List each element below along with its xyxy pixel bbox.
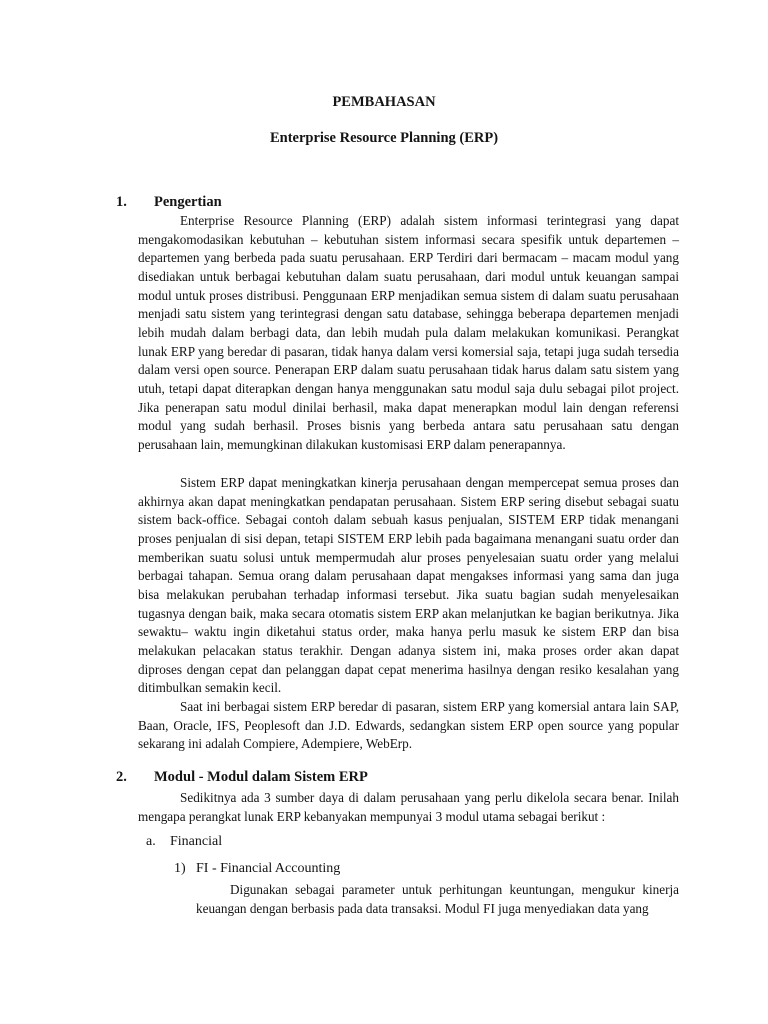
subsection-a — [146, 834, 222, 850]
section-2-number: 2. — [116, 769, 127, 785]
document-title: PEMBAHASAN — [332, 94, 436, 110]
section-2-title: Modul - Modul dalam Sistem ERP — [154, 769, 368, 785]
section-1-paragraph-3: Saat ini berbagai sistem ERP beredar di pasaran, sistem ERP yang komersial antara lain SAP, Baan, Oracle, IFS, Peoplesoft dan J.D. Edwards, sedangkan sistem ERP open source yang popular sekarang ini adalah Compiere, Adempiere, WebErp. — [138, 699, 679, 752]
fi-paragraph: Digunakan sebagai parameter untuk perhitungan keuntungan, mengukur kinerja keuangan dengan berbasis pada data transaksi. Modul FI juga menyediakan data yang — [196, 882, 679, 916]
section-1-paragraph-1: Enterprise Resource Planning (ERP) adalah sistem informasi terintegrasi yang dapat mengakomodasikan kebutuhan – kebutuhan sistem informasi secara spesifik untuk departemen – departemen yang berbeda pada suatu perusahaan. ERP Terdiri dari bermacam – macam modul yang disediakan untuk berbagai kebutuhan dalam suatu perusahaan, dari modul untuk keuangan sampai modul untuk proses distribusi. Penggunaan ERP menjadikan semua sistem di dalam suatu perusahaan menjadi satu sistem yang terintegrasi dengan satu database, sehingga beberapa departemen menjadi lebih mudah dalam berbagi data, dan lebih mudah pula dalam melakukan komunikasi. Perangkat lunak ERP yang beredar di pasaran, tidak hanya dalam versi komersial saja, tetapi juga sudah tersedia dalam versi open source. Penerapan ERP dalam suatu perusahaan tidak harus dalam satu sistem yang utuh, tetapi dapat diterapkan dengan hanya menggunakan satu modul saja dulu sebagai pilot project. Jika penerapan satu modul dinilai berhasil, maka dapat menerapkan modul lain dengan referensi modul yang sudah berhasil. Proses bisnis yang berbeda antara satu perusahaan satu dengan perusahaan lain, memungkinan dilakukan kustomisasi ERP dalam penerapannya. — [138, 213, 679, 452]
subsection-1 — [174, 861, 340, 877]
subsection-a-marker: a. — [146, 834, 156, 849]
section-2-heading — [116, 769, 368, 786]
subsection-1-marker: 1) — [174, 861, 186, 876]
subsection-1-label: FI - Financial Accounting — [196, 861, 341, 876]
section-1-number: 1. — [116, 194, 127, 210]
subsection-a-label: Financial — [170, 834, 223, 849]
section-2-paragraph-1: Sedikitnya ada 3 sumber daya di dalam perusahaan yang perlu dikelola secara benar. Inilah mengapa perangkat lunak ERP kebanyakan mempunyai 3 modul utama sebagai berikut : — [138, 790, 679, 824]
section-1-title: Pengertian — [154, 194, 222, 210]
section-1-paragraph-2: Sistem ERP dapat meningkatkan kinerja perusahaan dengan mempercepat semua proses dan akhirnya akan dapat meningkatkan pendapatan perusahaan. Sistem ERP sering disebut sebagai suatu sistem back-office. Sebagai contoh dalam sebuah kasus penjualan, SISTEM ERP tidak menangani proses penjualan di sisi depan, tetapi SISTEM ERP lebih pada bagaimana menangani suatu order dan memberikan suatu solusi untuk mempermudah alur proses penyelesaian suatu order yang melalui berbagai tahapan. Semua orang dalam perusahaan dapat mengakses informasi yang sama dan juga bisa melakukan perubahan terhadap informasi tersebut. Jika suatu bagian sudah menyelesaikan tugasnya dengan baik, maka secara otomatis sistem ERP akan melanjutkan ke bagian berikutnya. Jika sewaktu– waktu ingin diketahui status order, maka hanya perlu masuk ke sistem ERP dan bisa melakukan pelacakan status terakhir. Dengan adanya sistem ini, maka proses order akan dapat diproses dengan cepat dan pelanggan dapat cepat menerima hasilnya dengan resiko kesalahan yang ditimbulkan semakin kecil. — [138, 475, 679, 696]
section-1-heading — [116, 194, 222, 211]
document-subtitle: Enterprise Resource Planning (ERP) — [269, 130, 499, 146]
